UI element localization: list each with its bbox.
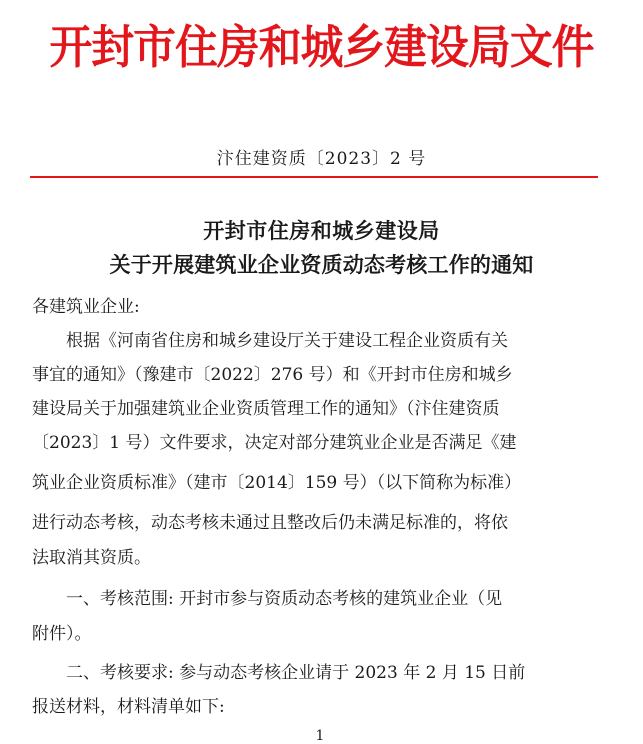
- body-line: 事宜的通知》（豫建市〔2022〕276 号）和《开封市住房和城乡: [32, 365, 513, 385]
- body-line: 报送材料，材料清单如下:: [32, 697, 225, 717]
- header-red-divider: [30, 176, 598, 178]
- document-number: 汴住建资质〔2023〕2 号: [216, 149, 427, 169]
- body-line: 根据《河南省住房和城乡建设厅关于建设工程企业资质有关: [32, 331, 508, 351]
- notice-title-line-1: 开封市住房和城乡建设局: [203, 218, 440, 243]
- body-line: 进行动态考核，动态考核未通过且整改后仍未满足标准的，将依: [32, 513, 508, 533]
- body-line: 建设局关于加强建筑业企业资质管理工作的通知》（汴住建资质: [32, 399, 500, 419]
- body-line: 二、考核要求: 参与动态考核企业请于 2023 年 2 月 15 日前: [32, 663, 526, 683]
- page-number: 1: [315, 728, 325, 744]
- body-line: 法取消其资质。: [32, 548, 151, 568]
- body-line: 附件）。: [32, 624, 92, 644]
- notice-title-line-2: 关于开展建筑业企业资质动态考核工作的通知: [109, 252, 534, 277]
- body-line: 一、考核范围: 开封市参与资质动态考核的建筑业企业（见: [32, 589, 503, 609]
- body-line: 〔2023〕1 号）文件要求，决定对部分建筑业企业是否满足《建: [32, 433, 517, 453]
- body-line: 筑业企业资质标准》（建市〔2014〕159 号）（以下简称为标准）: [32, 473, 522, 493]
- document-header-title: 开封市住房和城乡建设局文件: [49, 20, 594, 74]
- salutation: 各建筑业企业:: [32, 297, 140, 317]
